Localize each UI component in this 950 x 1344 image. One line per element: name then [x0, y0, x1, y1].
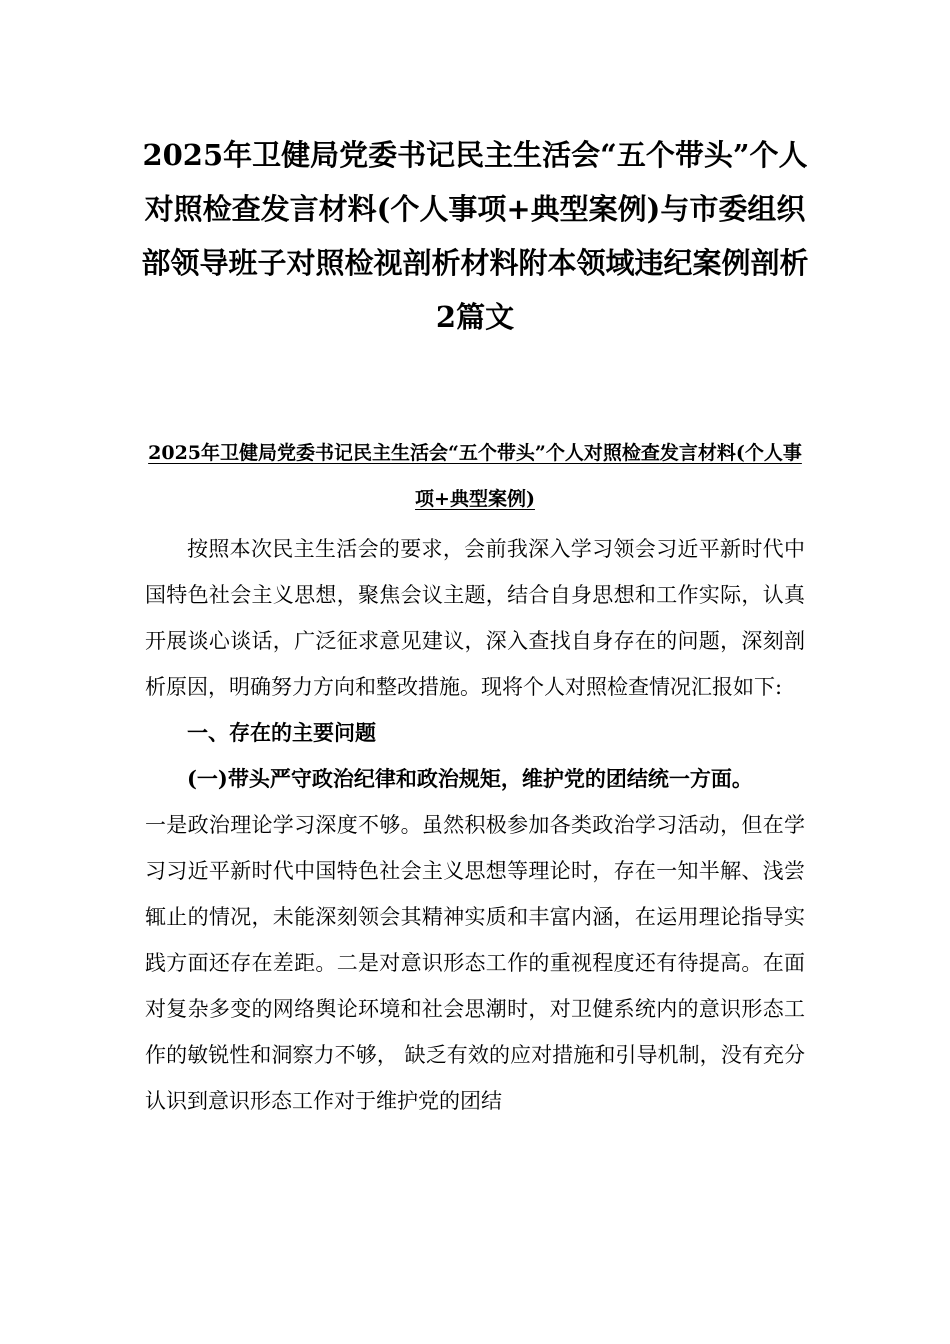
subheading-political-discipline: (一)带头严守政治纪律和政治规矩，维护党的团结统一方面。: [187, 766, 753, 791]
heading-existing-problems: 一、存在的主要问题: [187, 720, 376, 745]
document-body: [145, 526, 805, 1124]
paragraph-problem-details: 一是政治理论学习深度不够。虽然积极参加各类政治学习活动，但在学习习近平新时代中国特色社会主义思想等理论时，存在一知半解、浅尝辄止的情况，未能深刻领会其精神实质和丰富内涵，在运用理论指导实践方面还存在差距。二是对意识形态工作的重视程度还有待提高。在面对复杂多变的网络舆论环境和社会思潮时，对卫健系统内的意识形态工作的敏锐性和洞察力不够， 缺乏有效的应对措施和引导机制，没有充分认识到意识形态工作对于维护党的团结: [145, 813, 805, 1113]
document-main-title: 2025年卫健局党委书记民主生活会“五个带头”个人对照检查发言材料(个人事项+典型案例)与市委组织部领导班子对照检视剖析材料附本领域违纪案例剖析2篇文: [141, 138, 809, 334]
section-title: 2025年卫健局党委书记民主生活会“五个带头”个人对照检查发言材料(个人事项+典型案例): [148, 442, 802, 510]
intro-paragraph: 按照本次民主生活会的要求，会前我深入学习领会习近平新时代中国特色社会主义思想，聚焦会议主题，结合自身思想和工作实际，认真开展谈心谈话，广泛征求意见建议，深入查找自身存在的问题，深刻剖析原因，明确努力方向和整改措施。现将个人对照检查情况汇报如下:: [145, 537, 805, 699]
